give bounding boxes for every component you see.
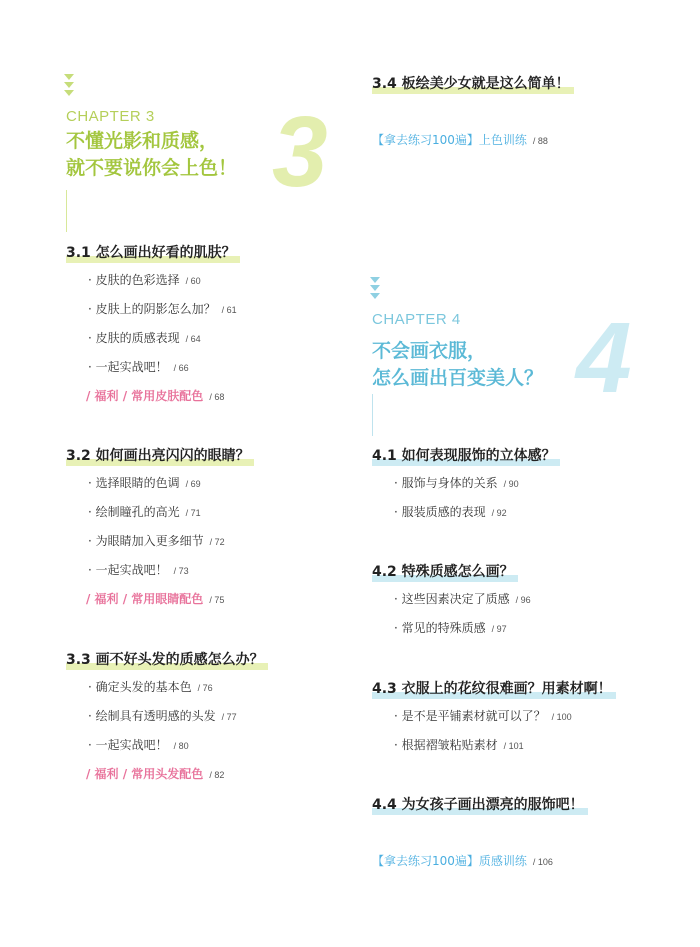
chapter3-divider (66, 190, 67, 232)
chapter3-title (66, 128, 237, 182)
list-item[interactable]: · 皮肤的色彩选择 / 60 (88, 273, 201, 287)
chapter4-title-line2: 怎么画出百变美人？ (372, 367, 544, 389)
chapter4-number: 4 (576, 302, 632, 414)
section-3-4-title[interactable]: 3.4 板绘美少女就是这么简单！ (372, 73, 570, 93)
list-item[interactable]: · 一起实战吧！ / 73 (88, 563, 189, 577)
bonus-link[interactable]: / 福利 / 常用皮肤配色 / 68 (86, 389, 225, 403)
chapter4-title-line1: 不会画衣服， (372, 340, 487, 362)
section-4-3-title[interactable]: 4.3 衣服上的花纹很难画？用素材啊！ (372, 678, 612, 698)
list-item[interactable]: · 根据褶皱粘贴素材 / 101 (394, 738, 524, 752)
list-item[interactable]: · 皮肤上的阴影怎么加？ / 61 (88, 302, 237, 316)
chapter4-title (372, 338, 543, 392)
section-3-1-title[interactable]: 3.1 怎么画出好看的肌肤？ (66, 242, 236, 262)
list-item[interactable]: · 皮肤的质感表现 / 64 (88, 331, 201, 345)
list-item[interactable]: · 确定头发的基本色 / 76 (88, 680, 213, 694)
list-item[interactable]: · 一起实战吧！ / 80 (88, 738, 189, 752)
section-4-1-title[interactable]: 4.1 如何表现服饰的立体感？ (372, 445, 556, 465)
chapter4-divider (372, 394, 373, 436)
section-4-4-title[interactable]: 4.4 为女孩子画出漂亮的服饰吧！ (372, 794, 584, 814)
section-4-2-title[interactable]: 4.2 特殊质感怎么画？ (372, 561, 514, 581)
practice-link[interactable]: 【拿去练习100遍】上色训练 / 88 (372, 133, 548, 147)
chapter3-title-line2: 就不要说你会上色！ (66, 157, 238, 179)
list-item[interactable]: · 绘制具有透明感的头发 / 77 (88, 709, 237, 723)
list-item[interactable]: · 为眼睛加入更多细节 / 72 (88, 534, 225, 548)
list-item[interactable]: · 常见的特殊质感 / 97 (394, 621, 507, 635)
chapter3-arrow-icon (64, 74, 74, 96)
bonus-link[interactable]: / 福利 / 常用头发配色 / 82 (86, 767, 225, 781)
bonus-link[interactable]: / 福利 / 常用眼睛配色 / 75 (86, 592, 225, 606)
practice-link[interactable]: 【拿去练习100遍】质感训练 / 106 (372, 854, 553, 868)
chapter3-title-line1: 不懂光影和质感， (66, 130, 219, 152)
list-item[interactable]: · 服饰与身体的关系 / 90 (394, 476, 519, 490)
list-item[interactable]: · 一起实战吧！ / 66 (88, 360, 189, 374)
chapter4-label: CHAPTER 4 (372, 311, 461, 328)
list-item[interactable]: · 是不是平铺素材就可以了？ / 100 (394, 709, 572, 723)
list-item[interactable]: · 这些因素决定了质感 / 96 (394, 592, 531, 606)
chapter4-arrow-icon (370, 277, 380, 299)
list-item[interactable]: · 选择眼睛的色调 / 69 (88, 476, 201, 490)
list-item[interactable]: · 服装质感的表现 / 92 (394, 505, 507, 519)
chapter3-number: 3 (272, 96, 328, 208)
section-3-3-title[interactable]: 3.3 画不好头发的质感怎么办？ (66, 649, 264, 669)
list-item[interactable]: · 绘制瞳孔的高光 / 71 (88, 505, 201, 519)
section-3-2-title[interactable]: 3.2 如何画出亮闪闪的眼睛？ (66, 445, 250, 465)
chapter3-label: CHAPTER 3 (66, 108, 155, 125)
